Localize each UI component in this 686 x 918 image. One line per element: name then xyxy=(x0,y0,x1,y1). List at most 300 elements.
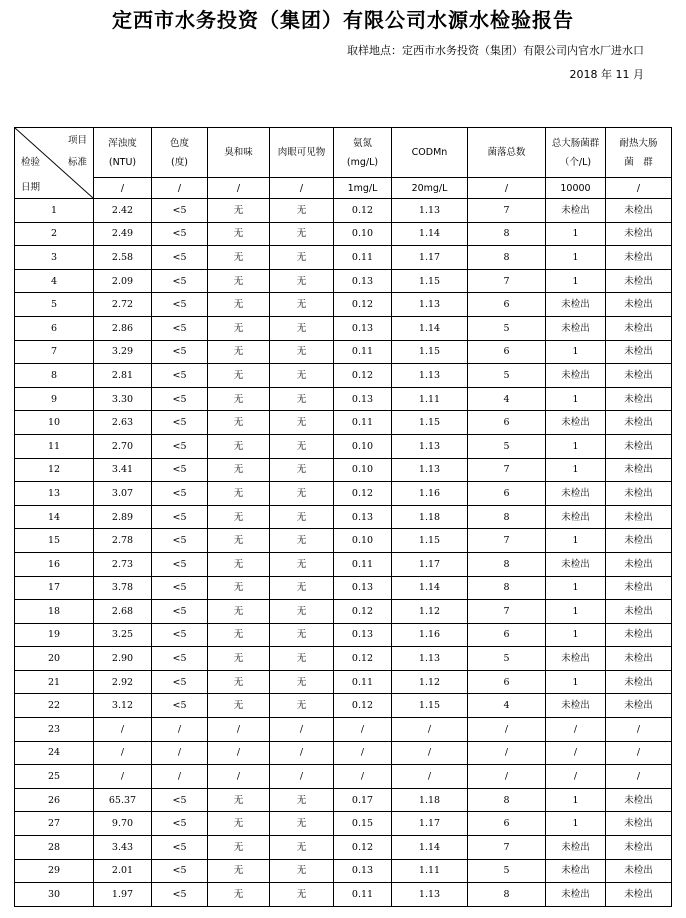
value-cell: 0.10 xyxy=(334,434,392,458)
value-cell: 未检出 xyxy=(606,199,672,223)
corner-test-label: 检验 xyxy=(21,157,41,168)
value-cell: 1 xyxy=(546,812,606,836)
value-cell: / xyxy=(606,741,672,765)
value-cell: 无 xyxy=(270,316,334,340)
value-cell: <5 xyxy=(152,199,208,223)
value-cell: 1.11 xyxy=(392,387,468,411)
table-row xyxy=(15,434,672,458)
table-row xyxy=(15,623,672,647)
value-cell: 无 xyxy=(270,788,334,812)
value-cell: <5 xyxy=(152,576,208,600)
value-cell: 8 xyxy=(468,246,546,270)
table-row xyxy=(15,788,672,812)
value-cell: 0.15 xyxy=(334,812,392,836)
value-cell: 无 xyxy=(208,199,270,223)
table-row xyxy=(15,552,672,576)
value-cell: <5 xyxy=(152,316,208,340)
value-cell: 6 xyxy=(468,293,546,317)
value-cell: 无 xyxy=(208,246,270,270)
value-cell: 未检出 xyxy=(606,883,672,907)
value-cell: 1 xyxy=(546,387,606,411)
value-cell: <5 xyxy=(152,269,208,293)
value-cell: 未检出 xyxy=(606,364,672,388)
table-row xyxy=(15,199,672,223)
day-cell: 20 xyxy=(15,647,94,671)
table-row xyxy=(15,316,672,340)
value-cell: 1.13 xyxy=(392,293,468,317)
value-cell: 1 xyxy=(546,670,606,694)
value-cell: 8 xyxy=(468,505,546,529)
value-cell: 8 xyxy=(468,222,546,246)
value-cell: 0.11 xyxy=(334,670,392,694)
day-cell: 17 xyxy=(15,576,94,600)
value-cell: <5 xyxy=(152,434,208,458)
value-cell: 无 xyxy=(208,623,270,647)
day-cell: 24 xyxy=(15,741,94,765)
column-header-name: CODMn xyxy=(411,147,448,158)
value-cell: <5 xyxy=(152,529,208,553)
value-cell: 无 xyxy=(270,199,334,223)
day-cell: 15 xyxy=(15,529,94,553)
value-cell: 无 xyxy=(208,222,270,246)
column-header-unit: （个/L) xyxy=(559,156,592,168)
standard-cell: / xyxy=(94,178,152,199)
value-cell: 6 xyxy=(468,812,546,836)
table-row xyxy=(15,222,672,246)
value-cell: 1.12 xyxy=(392,670,468,694)
value-cell: 无 xyxy=(208,836,270,860)
value-cell: 0.10 xyxy=(334,458,392,482)
table-row xyxy=(15,741,672,765)
value-cell: 1.17 xyxy=(392,246,468,270)
value-cell: 未检出 xyxy=(606,576,672,600)
value-cell: 未检出 xyxy=(606,387,672,411)
value-cell: 未检出 xyxy=(606,529,672,553)
value-cell: <5 xyxy=(152,670,208,694)
standard-cell: / xyxy=(152,178,208,199)
table-row xyxy=(15,765,672,789)
table-row xyxy=(15,718,672,742)
value-cell: 无 xyxy=(208,670,270,694)
value-cell: 未检出 xyxy=(546,647,606,671)
value-cell: 8 xyxy=(468,576,546,600)
value-cell: 5 xyxy=(468,434,546,458)
column-header xyxy=(152,128,208,178)
value-cell: 无 xyxy=(270,670,334,694)
value-cell: 1 xyxy=(546,222,606,246)
table-row xyxy=(15,883,672,907)
value-cell: 0.11 xyxy=(334,411,392,435)
value-cell: 未检出 xyxy=(546,859,606,883)
value-cell: 无 xyxy=(270,529,334,553)
value-cell: 0.12 xyxy=(334,836,392,860)
value-cell: 2.68 xyxy=(94,600,152,624)
table-row xyxy=(15,246,672,270)
column-header xyxy=(606,128,672,178)
column-header-name: 色度 xyxy=(169,137,189,149)
day-cell: 29 xyxy=(15,859,94,883)
value-cell: 未检出 xyxy=(606,647,672,671)
day-cell: 25 xyxy=(15,765,94,789)
column-header xyxy=(208,128,270,178)
value-cell: 5 xyxy=(468,859,546,883)
value-cell: 7 xyxy=(468,199,546,223)
value-cell: 6 xyxy=(468,670,546,694)
value-cell: / xyxy=(152,718,208,742)
standard-cell: / xyxy=(208,178,270,199)
value-cell: 无 xyxy=(270,859,334,883)
value-cell: 无 xyxy=(270,411,334,435)
value-cell: 3.29 xyxy=(94,340,152,364)
value-cell: 1.15 xyxy=(392,529,468,553)
value-cell: 无 xyxy=(270,482,334,506)
value-cell: 1.18 xyxy=(392,505,468,529)
value-cell: 未检出 xyxy=(546,883,606,907)
value-cell: 无 xyxy=(208,434,270,458)
value-cell: 无 xyxy=(270,836,334,860)
day-cell: 4 xyxy=(15,269,94,293)
value-cell: / xyxy=(270,765,334,789)
value-cell: 未检出 xyxy=(606,836,672,860)
value-cell: 0.17 xyxy=(334,788,392,812)
day-cell: 12 xyxy=(15,458,94,482)
value-cell: 无 xyxy=(270,883,334,907)
value-cell: 2.01 xyxy=(94,859,152,883)
table-row xyxy=(15,482,672,506)
value-cell: 未检出 xyxy=(606,293,672,317)
header-row xyxy=(15,128,672,178)
report-table xyxy=(14,127,672,907)
value-cell: 8 xyxy=(468,552,546,576)
value-cell: 5 xyxy=(468,316,546,340)
value-cell: 7 xyxy=(468,458,546,482)
standard-cell: 20mg/L xyxy=(392,178,468,199)
corner-header-cell xyxy=(15,128,94,199)
value-cell: / xyxy=(152,741,208,765)
value-cell: / xyxy=(546,718,606,742)
value-cell: / xyxy=(208,741,270,765)
value-cell: 无 xyxy=(208,387,270,411)
value-cell: 未检出 xyxy=(546,411,606,435)
day-cell: 8 xyxy=(15,364,94,388)
value-cell: 无 xyxy=(208,788,270,812)
day-cell: 27 xyxy=(15,812,94,836)
report-date: 2018 年 11 月 xyxy=(569,68,644,81)
value-cell: 65.37 xyxy=(94,788,152,812)
value-cell: 1.16 xyxy=(392,623,468,647)
value-cell: 未检出 xyxy=(606,694,672,718)
value-cell: 0.10 xyxy=(334,222,392,246)
standard-row xyxy=(15,178,672,199)
standard-cell: / xyxy=(270,178,334,199)
value-cell: 1.14 xyxy=(392,836,468,860)
value-cell: 1 xyxy=(546,269,606,293)
day-cell: 14 xyxy=(15,505,94,529)
value-cell: <5 xyxy=(152,647,208,671)
sampling-location: 取样地点：定西市水务投资（集团）有限公司内官水厂进水口 xyxy=(347,44,644,57)
value-cell: / xyxy=(270,718,334,742)
value-cell: 无 xyxy=(208,364,270,388)
value-cell: / xyxy=(392,765,468,789)
column-header xyxy=(468,128,546,178)
value-cell: 未检出 xyxy=(606,859,672,883)
column-header-name: 菌落总数 xyxy=(487,147,526,158)
value-cell: 无 xyxy=(270,434,334,458)
value-cell: 2.09 xyxy=(94,269,152,293)
value-cell: <5 xyxy=(152,340,208,364)
value-cell: 1 xyxy=(546,623,606,647)
day-cell: 23 xyxy=(15,718,94,742)
value-cell: 无 xyxy=(270,246,334,270)
value-cell: 无 xyxy=(208,458,270,482)
value-cell: 未检出 xyxy=(546,694,606,718)
value-cell: 无 xyxy=(208,316,270,340)
value-cell: / xyxy=(546,765,606,789)
value-cell: 2.49 xyxy=(94,222,152,246)
day-cell: 18 xyxy=(15,600,94,624)
value-cell: 1 xyxy=(546,529,606,553)
value-cell: 无 xyxy=(208,505,270,529)
value-cell: 0.11 xyxy=(334,246,392,270)
value-cell: 0.11 xyxy=(334,552,392,576)
value-cell: 无 xyxy=(270,647,334,671)
value-cell: 8 xyxy=(468,788,546,812)
value-cell: 未检出 xyxy=(606,505,672,529)
value-cell: 未检出 xyxy=(606,482,672,506)
value-cell: <5 xyxy=(152,836,208,860)
value-cell: 6 xyxy=(468,411,546,435)
value-cell: 1 xyxy=(546,600,606,624)
value-cell: 未检出 xyxy=(606,458,672,482)
value-cell: <5 xyxy=(152,883,208,907)
value-cell: 0.13 xyxy=(334,316,392,340)
day-cell: 11 xyxy=(15,434,94,458)
value-cell: / xyxy=(468,765,546,789)
day-cell: 3 xyxy=(15,246,94,270)
value-cell: <5 xyxy=(152,600,208,624)
value-cell: 无 xyxy=(208,293,270,317)
table-row xyxy=(15,836,672,860)
value-cell: 未检出 xyxy=(606,316,672,340)
value-cell: <5 xyxy=(152,293,208,317)
value-cell: 2.63 xyxy=(94,411,152,435)
value-cell: 1 xyxy=(546,340,606,364)
value-cell: 未检出 xyxy=(606,411,672,435)
table-row xyxy=(15,576,672,600)
value-cell: <5 xyxy=(152,812,208,836)
value-cell: 无 xyxy=(208,859,270,883)
day-cell: 26 xyxy=(15,788,94,812)
value-cell: <5 xyxy=(152,222,208,246)
value-cell: 无 xyxy=(270,269,334,293)
value-cell: 1.17 xyxy=(392,812,468,836)
value-cell: 3.12 xyxy=(94,694,152,718)
value-cell: / xyxy=(606,718,672,742)
value-cell: 7 xyxy=(468,529,546,553)
value-cell: 2.73 xyxy=(94,552,152,576)
day-cell: 10 xyxy=(15,411,94,435)
value-cell: 7 xyxy=(468,836,546,860)
value-cell: 0.12 xyxy=(334,293,392,317)
column-header-name: 氨氮 xyxy=(352,137,372,149)
table-row xyxy=(15,458,672,482)
value-cell: 未检出 xyxy=(606,246,672,270)
day-cell: 16 xyxy=(15,552,94,576)
day-cell: 6 xyxy=(15,316,94,340)
value-cell: 3.43 xyxy=(94,836,152,860)
value-cell: 7 xyxy=(468,600,546,624)
value-cell: 1.17 xyxy=(392,552,468,576)
value-cell: 未检出 xyxy=(546,552,606,576)
value-cell: 未检出 xyxy=(546,836,606,860)
value-cell: 1.14 xyxy=(392,576,468,600)
value-cell: 无 xyxy=(208,411,270,435)
day-cell: 21 xyxy=(15,670,94,694)
table-row xyxy=(15,293,672,317)
value-cell: 1.15 xyxy=(392,340,468,364)
value-cell: 无 xyxy=(208,647,270,671)
column-header-unit: (NTU) xyxy=(108,156,137,168)
value-cell: 无 xyxy=(270,458,334,482)
value-cell: / xyxy=(468,741,546,765)
value-cell: 1.11 xyxy=(392,859,468,883)
column-header xyxy=(546,128,606,178)
column-header-name: 浑浊度 xyxy=(108,137,137,149)
value-cell: 无 xyxy=(208,576,270,600)
value-cell: 0.11 xyxy=(334,340,392,364)
value-cell: 1 xyxy=(546,576,606,600)
table-row xyxy=(15,859,672,883)
value-cell: 6 xyxy=(468,482,546,506)
value-cell: 无 xyxy=(208,482,270,506)
value-cell: 3.25 xyxy=(94,623,152,647)
report-title: 定西市水务投资（集团）有限公司水源水检验报告 xyxy=(112,8,574,32)
value-cell: 1.16 xyxy=(392,482,468,506)
column-header-unit: 菌 群 xyxy=(624,156,653,168)
value-cell: 1 xyxy=(546,788,606,812)
value-cell: 0.12 xyxy=(334,199,392,223)
column-header xyxy=(94,128,152,178)
value-cell: / xyxy=(334,765,392,789)
value-cell: 1.97 xyxy=(94,883,152,907)
value-cell: 未检出 xyxy=(606,222,672,246)
value-cell: 未检出 xyxy=(546,199,606,223)
value-cell: <5 xyxy=(152,458,208,482)
value-cell: / xyxy=(334,718,392,742)
corner-standard-label: 标准 xyxy=(67,157,87,168)
table-row xyxy=(15,387,672,411)
value-cell: 无 xyxy=(270,600,334,624)
value-cell: 无 xyxy=(208,812,270,836)
value-cell: / xyxy=(94,718,152,742)
value-cell: 2.81 xyxy=(94,364,152,388)
value-cell: 未检出 xyxy=(546,482,606,506)
column-header-name: 耐热大肠 xyxy=(619,137,658,149)
column-header xyxy=(334,128,392,178)
value-cell: <5 xyxy=(152,387,208,411)
value-cell: 2.72 xyxy=(94,293,152,317)
value-cell: 0.13 xyxy=(334,859,392,883)
value-cell: 无 xyxy=(208,694,270,718)
value-cell: 无 xyxy=(270,812,334,836)
standard-cell: / xyxy=(468,178,546,199)
value-cell: 0.12 xyxy=(334,600,392,624)
value-cell: 5 xyxy=(468,647,546,671)
corner-item-label: 项目 xyxy=(67,135,87,146)
value-cell: 0.13 xyxy=(334,505,392,529)
value-cell: 4 xyxy=(468,694,546,718)
value-cell: 0.12 xyxy=(334,647,392,671)
value-cell: 无 xyxy=(270,623,334,647)
corner-day-label: 日期 xyxy=(21,182,41,193)
value-cell: 未检出 xyxy=(546,505,606,529)
value-cell: 2.70 xyxy=(94,434,152,458)
value-cell: 无 xyxy=(208,552,270,576)
day-cell: 2 xyxy=(15,222,94,246)
value-cell: 无 xyxy=(208,269,270,293)
value-cell: 1.15 xyxy=(392,269,468,293)
value-cell: / xyxy=(546,741,606,765)
value-cell: 无 xyxy=(208,600,270,624)
value-cell: 未检出 xyxy=(606,812,672,836)
value-cell: 无 xyxy=(270,387,334,411)
column-header-name: 肉眼可见物 xyxy=(277,147,326,158)
day-cell: 9 xyxy=(15,387,94,411)
value-cell: / xyxy=(334,741,392,765)
value-cell: 未检出 xyxy=(546,293,606,317)
table-row xyxy=(15,364,672,388)
table-row xyxy=(15,670,672,694)
day-cell: 22 xyxy=(15,694,94,718)
value-cell: 无 xyxy=(270,293,334,317)
value-cell: 7 xyxy=(468,269,546,293)
value-cell: 未检出 xyxy=(606,600,672,624)
day-cell: 13 xyxy=(15,482,94,506)
value-cell: <5 xyxy=(152,859,208,883)
value-cell: 1.15 xyxy=(392,411,468,435)
value-cell: 无 xyxy=(270,340,334,364)
value-cell: / xyxy=(94,741,152,765)
value-cell: / xyxy=(94,765,152,789)
value-cell: <5 xyxy=(152,788,208,812)
value-cell: 3.41 xyxy=(94,458,152,482)
value-cell: 无 xyxy=(208,529,270,553)
value-cell: 无 xyxy=(270,505,334,529)
value-cell: 无 xyxy=(270,576,334,600)
value-cell: <5 xyxy=(152,694,208,718)
table-row xyxy=(15,694,672,718)
value-cell: 0.13 xyxy=(334,576,392,600)
value-cell: 8 xyxy=(468,883,546,907)
report-table-body xyxy=(15,128,672,907)
value-cell: 无 xyxy=(270,364,334,388)
column-header-name: 臭和味 xyxy=(224,147,253,158)
value-cell: 1.14 xyxy=(392,222,468,246)
value-cell: / xyxy=(270,741,334,765)
table-row xyxy=(15,647,672,671)
value-cell: 未检出 xyxy=(546,364,606,388)
value-cell: 1.13 xyxy=(392,434,468,458)
value-cell: 无 xyxy=(270,552,334,576)
value-cell: 4 xyxy=(468,387,546,411)
value-cell: 1 xyxy=(546,458,606,482)
column-header xyxy=(392,128,468,178)
value-cell: 2.86 xyxy=(94,316,152,340)
value-cell: 1.15 xyxy=(392,694,468,718)
day-cell: 1 xyxy=(15,199,94,223)
value-cell: 0.11 xyxy=(334,883,392,907)
value-cell: 6 xyxy=(468,340,546,364)
